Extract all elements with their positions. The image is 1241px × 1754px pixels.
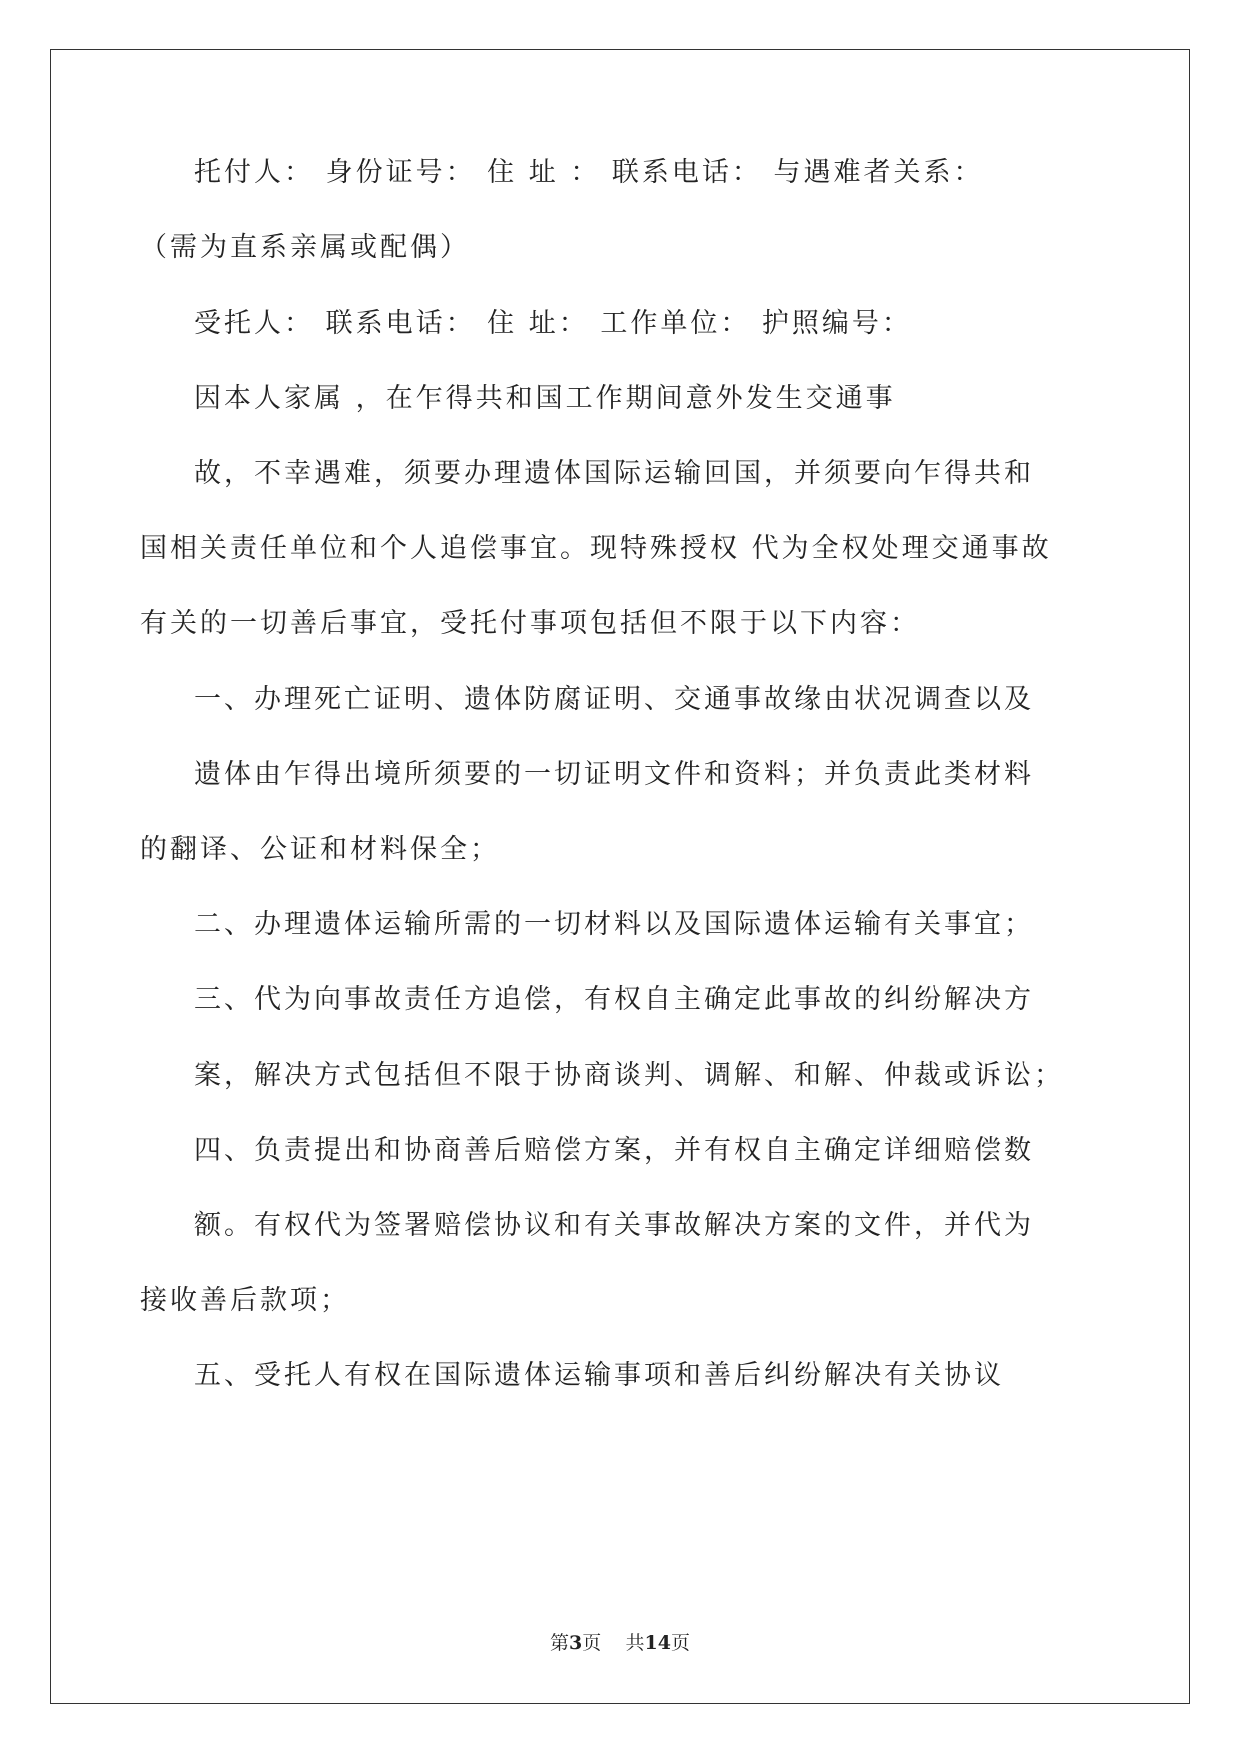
total-prefix: 共	[625, 1632, 645, 1654]
text-line-12: 三、代为向事故责任方追偿，有权自主确定此事故的纠纷解决方	[194, 984, 1034, 1015]
page-number: 3	[569, 1632, 583, 1654]
text-line-2: （需为直系亲属或配偶）	[140, 232, 470, 263]
text-line-17: 五、受托人有权在国际遗体运输事项和善后纠纷解决有关协议	[194, 1360, 1004, 1391]
page-prefix: 第	[550, 1632, 570, 1654]
text-line-14: 四、负责提出和协商善后赔偿方案，并有权自主确定详细赔偿数	[194, 1135, 1034, 1166]
text-line-13: 案，解决方式包括但不限于协商谈判、调解、和解、仲裁或诉讼；	[194, 1060, 1064, 1091]
page-footer	[51, 1631, 1189, 1655]
text-line-8: 一、办理死亡证明、遗体防腐证明、交通事故缘由状况调查以及	[194, 684, 1034, 715]
page-unit: 页	[582, 1632, 602, 1654]
text-line-10: 的翻译、公证和材料保全；	[140, 834, 500, 865]
text-line-4: 因本人家属 ，在乍得共和国工作期间意外发生交通事	[194, 383, 896, 414]
text-line-3: 受托人： 联系电话： 住 址： 工作单位： 护照编号：	[194, 308, 912, 339]
total-pages: 14	[644, 1632, 671, 1654]
text-line-7: 有关的一切善后事宜，受托付事项包括但不限于以下内容：	[140, 608, 920, 639]
text-line-16: 接收善后款项；	[140, 1285, 350, 1316]
page-frame	[50, 49, 1190, 1704]
text-line-6: 国相关责任单位和个人追偿事宜。现特殊授权 代为全权处理交通事故	[140, 533, 1052, 564]
text-line-9: 遗体由乍得出境所须要的一切证明文件和资料；并负责此类材料	[194, 759, 1034, 790]
text-line-11: 二、办理遗体运输所需的一切材料以及国际遗体运输有关事宜；	[194, 909, 1034, 940]
text-line-1: 托付人： 身份证号： 住 址 ： 联系电话： 与遇难者关系：	[194, 157, 984, 188]
total-unit: 页	[670, 1632, 690, 1654]
text-line-15: 额。有权代为签署赔偿协议和有关事故解决方案的文件，并代为	[194, 1210, 1034, 1241]
text-line-5: 故，不幸遇难，须要办理遗体国际运输回国，并须要向乍得共和	[194, 458, 1034, 489]
